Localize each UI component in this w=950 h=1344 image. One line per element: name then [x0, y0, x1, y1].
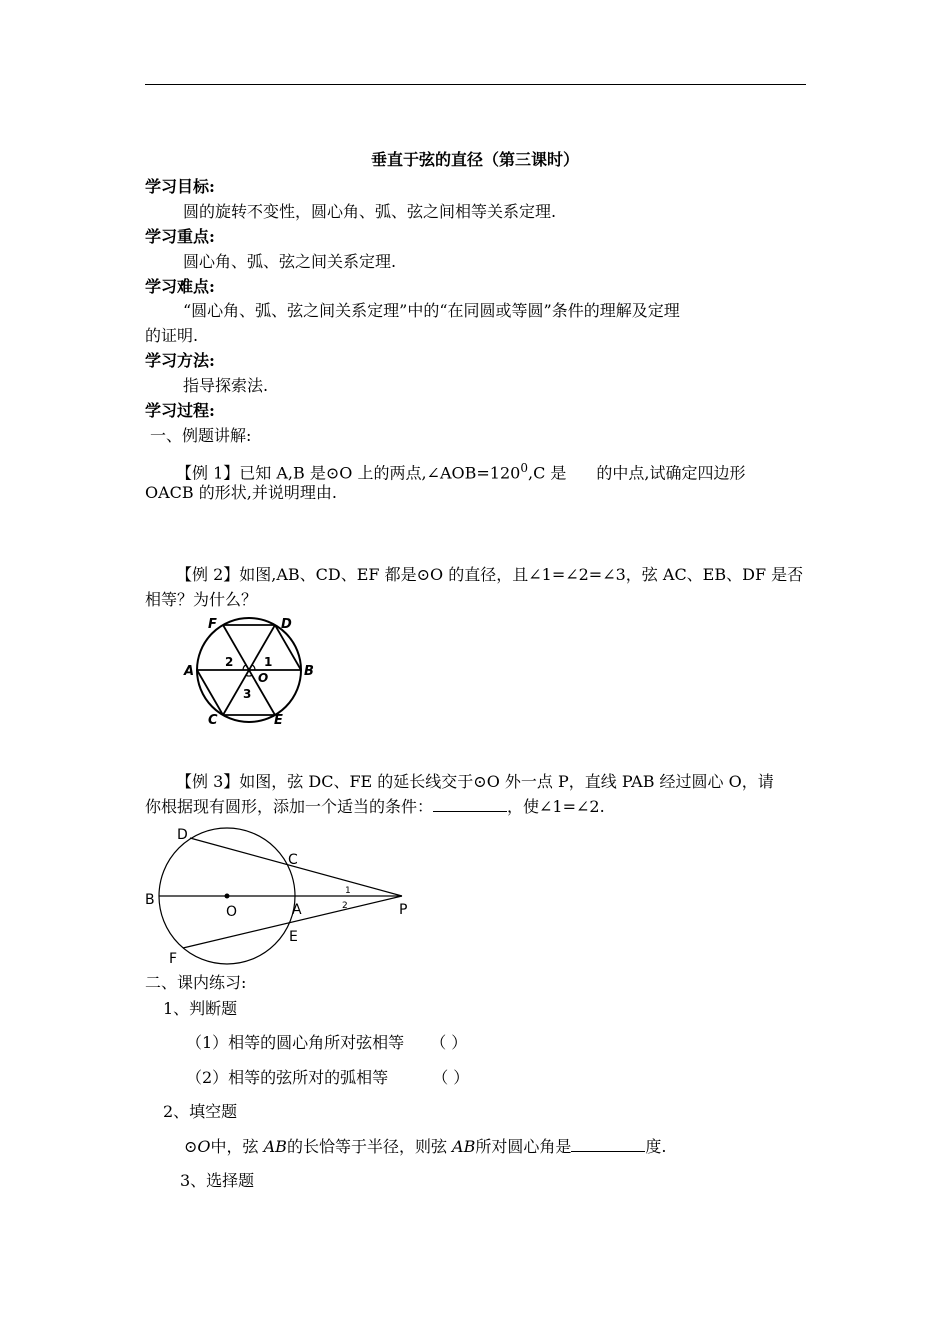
- header-rule: [145, 84, 806, 85]
- label-E: E: [289, 929, 298, 945]
- difficulty-heading: 学习难点:: [145, 277, 215, 296]
- example1-line2: OACB 的形状,并说明理由.: [145, 483, 337, 502]
- angle-1: 1: [345, 886, 351, 896]
- q2-text-e: 度.: [645, 1137, 667, 1156]
- example3-figure: [140, 822, 420, 972]
- angle-1: 1: [264, 655, 273, 669]
- label-A: A: [184, 664, 195, 679]
- part2-heading: 二、课内练习:: [145, 973, 247, 992]
- angle-2: 2: [342, 901, 348, 911]
- label-C: C: [288, 852, 298, 868]
- q1-item1-text: （1）相等的圆心角所对弦相等: [186, 1033, 405, 1052]
- label-F: F: [169, 951, 178, 967]
- example2-text: 如图,AB、CD、EF 都是⊙O 的直径，且∠1=∠2=∠3，弦 AC、EB、DF 是否: [239, 565, 804, 584]
- example1-text-b: ,C 是: [527, 463, 567, 483]
- circle-symbol: ⊙: [184, 1137, 198, 1156]
- label-C: C: [208, 713, 218, 728]
- part1-heading: 一、例题讲解:: [150, 426, 252, 445]
- q1-heading: 1、判断题: [163, 999, 238, 1018]
- q3-heading: 3、选择题: [180, 1171, 255, 1190]
- q2-text: [184, 1137, 666, 1157]
- chord-ab-1: AB: [263, 1137, 287, 1156]
- condition-blank[interactable]: [433, 797, 507, 812]
- label-O: O: [226, 904, 238, 920]
- page-title: 垂直于弦的直径（第三课时）: [370, 150, 579, 169]
- q2-text-c: 的长恰等于半径，则弦: [286, 1137, 453, 1156]
- difficulty-text-1: “圆心角、弧、弦之间关系定理”中的“在同圆或等圆”条件的理解及定理: [183, 301, 680, 320]
- angle-2: 2: [225, 655, 234, 669]
- label-D: D: [281, 617, 292, 632]
- example3-tag: 【例 3】: [176, 772, 240, 791]
- label-B: B: [145, 892, 155, 908]
- label-D: D: [177, 827, 188, 843]
- example3-text-b: ，使∠1=∠2.: [507, 797, 605, 816]
- goal-text: 圆的旋转不变性，圆心角、弧、弦之间相等关系定理.: [183, 202, 557, 221]
- example2-figure: [175, 612, 325, 730]
- method-heading: 学习方法:: [145, 351, 215, 370]
- example1-degree: 0: [520, 461, 528, 475]
- example3-line1: [176, 772, 774, 792]
- q2-heading: 2、填空题: [163, 1102, 238, 1121]
- example3-line2: [145, 797, 605, 817]
- example3-text: 如图，弦 DC、FE 的延长线交于⊙O 外一点 P，直线 PAB 经过圆心 O，请: [239, 772, 774, 791]
- chord-ab-2: AB: [452, 1137, 476, 1156]
- angle-blank[interactable]: [571, 1137, 645, 1152]
- circle-center: O: [197, 1137, 211, 1156]
- key-text: 圆心角、弧、弦之间关系定理.: [183, 252, 397, 271]
- example3-text-a: 你根据现有圆形，添加一个适当的条件：: [145, 797, 434, 816]
- q1-item1: [186, 1033, 467, 1053]
- example1-text-a: 已知 A,B 是⊙O 上的两点,∠AOB=120: [239, 463, 521, 483]
- label-B: B: [304, 664, 314, 679]
- label-F: F: [208, 617, 217, 632]
- method-text: 指导探索法.: [183, 376, 269, 395]
- goal-heading: 学习目标:: [145, 177, 215, 196]
- example2-tag: 【例 2】: [176, 565, 240, 584]
- q1-item1-answer[interactable]: （ ）: [430, 1033, 468, 1052]
- example2-line2: 相等？为什么？: [145, 590, 258, 609]
- example1-tag: 【例 1】: [176, 463, 240, 483]
- label-A: A: [292, 902, 302, 918]
- angle-3: 3: [243, 687, 252, 701]
- label-E: E: [274, 713, 283, 728]
- q1-item2-text: （2）相等的弦所对的弧相等: [186, 1068, 389, 1087]
- q2-text-d: 所对圆心角是: [475, 1137, 572, 1156]
- example2-line1: [176, 565, 803, 585]
- label-P: P: [399, 902, 408, 918]
- example1-line1: [176, 458, 746, 483]
- difficulty-text-2: 的证明.: [145, 326, 199, 345]
- key-heading: 学习重点:: [145, 227, 215, 246]
- example1-text-c: 的中点,试确定四边形: [596, 463, 746, 483]
- q2-text-b: 中，弦: [210, 1137, 264, 1156]
- q1-item2: [186, 1068, 469, 1088]
- process-heading: 学习过程:: [145, 401, 215, 420]
- q1-item2-answer[interactable]: （ ）: [432, 1068, 470, 1087]
- label-O: O: [258, 671, 269, 685]
